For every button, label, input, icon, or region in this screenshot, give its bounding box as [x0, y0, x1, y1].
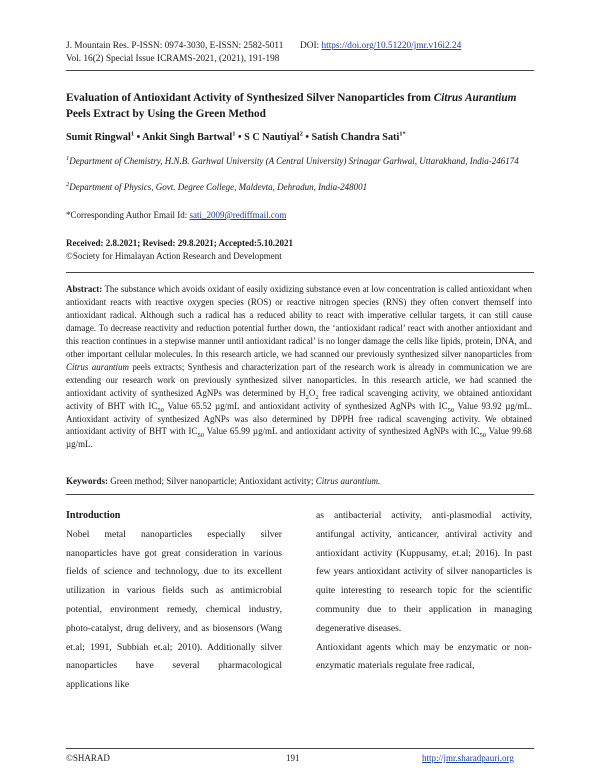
author-3: S C Nautiyal	[244, 132, 300, 143]
corresponding-author: *Corresponding Author Email Id: sati_2009@rediffmail.com	[66, 210, 287, 220]
abstract-top-divider	[66, 272, 534, 273]
journal-website-link[interactable]: http://jmr.sharadpauri.org	[422, 753, 514, 763]
author-1: Sumit Ringwal	[66, 132, 131, 143]
intro-left-text: Nobel metal nanoparticles especially silver nanoparticles have got great consideration in various fields of science and technology, due to its excellent utilization in various fields such as antimicrobial potential, environment remedy, chemical industry, photo-catalyst, drug delivery, and as biosensors (Wang et.al; 1991, Subbiah et.al; 2010). Additionally silver nanoparticles have several pharmacological applications like	[66, 528, 282, 691]
footer-copyright: ©SHARAD	[66, 753, 110, 763]
intro-right-text-2: Antioxidant agents which may be enzymatic or non-enzymatic materials regulate free radical,	[316, 641, 532, 672]
keywords: Keywords: Green method; Silver nanoparticle; Antioxidant activity; Citrus aurantium.	[66, 476, 381, 486]
article-dates: Received: 2.8.2021; Revised: 29.8.2021; Accepted:5.10.2021	[66, 238, 293, 248]
header-divider	[66, 70, 534, 71]
page-number: 191	[286, 753, 300, 763]
copyright-line: ©Society for Himalayan Action Research and Development	[66, 251, 282, 261]
intro-right-text-1: as antibacterial activity, anti-plasmodial activity, antifungal activity, anticancer, antiviral activity and antioxidant activity (Kuppusamy, et.al; 2016). In past few years antioxidant activity of silver nanoparticles is quite interesting to research topic for the scientific community due to their application in managing degenerative diseases.	[316, 510, 532, 634]
author-email-link[interactable]: sati_2009@rediffmail.com	[189, 210, 287, 220]
footer-divider	[66, 748, 534, 749]
journal-header	[66, 40, 461, 53]
journal-line: J. Mountain Res. P-ISSN: 0974-3030, E-ISSN: 2582-5011	[66, 41, 284, 51]
paper-title: Evaluation of Antioxidant Activity of Synthesized Silver Nanoparticles from Citrus Aurantium Peels Extract by Using the Green Method	[66, 92, 517, 120]
keywords-label: Keywords:	[66, 476, 108, 486]
volume-line: Vol. 16(2) Special Issue ICRAMS-2021, (2021), 191-198	[66, 54, 280, 64]
abstract-label: Abstract:	[66, 284, 103, 294]
abstract: Abstract: The substance which avoids oxidant of easily oxidizing substance even at low concentration is called antioxidant when antioxidant reacts with reactive oxygen species (ROS) or reactive nitrogen species (RNS) they often convert themself into antioxidant radical. Although such a radical has a reduced ability to react with imperative cellular targets, it can still cause damage. To decrease reactivity and reduction potential further down, the ‘antioxidant radical’ react with another antioxidant and this reaction continues in a stepwise manner until antioxidant radical’ is no longer damage the cells like lipids, protein, DNA, and other important cellular molecules. In this research article, we had scanned our previously synthesized silver nanoparticles from Citrus aurantium peels extracts; Synthesis and characterization part of the research work is already in communication we are extending our research work on previously synthesized silver nanoparticles. In this research article, we had scanned the antioxidant activity of synthesized AgNPs was determined by $H_2O_2$ free radical scavenging activity, we obtained antioxidant activity of BHT with $IC_{50}$ Value 65.52 µg/mL and antioxidant activity of synthesized AgNPs with $IC_{50}$ Value 93.92 µg/mL. Antioxidant activity of synthesized AgNPs was also determined by DPPH free radical scavenging activity. We obtained antioxidant activity of BHT with $IC_{50}$ Value 65.99 µg/mL and antioxidant activity of synthesized AgNPs with $IC_{50}$ Value 99.68 µg/mL.	[66, 284, 533, 450]
doi-link[interactable]: https://doi.org/10.51220/jmr.v16i2.24	[321, 41, 462, 51]
intro-right-column	[316, 507, 532, 676]
intro-left-column	[66, 507, 282, 695]
author-2: Ankit Singh Bartwal	[142, 132, 233, 143]
keywords-divider	[66, 494, 534, 495]
author-4: Satish Chandra Sati	[311, 132, 400, 143]
doi-label: DOI:	[300, 41, 320, 51]
introduction-heading: Introduction	[66, 510, 121, 521]
affiliation-1: $^1$Department of Chemistry, H.N.B. Garhwal University (A Central University) Srinagar Garhwal, Uttarakhand, India-246174	[66, 155, 519, 166]
affiliation-2: $^2$Department of Physics, Govt. Degree College, Maldevta, Dehradun, India-248001	[66, 181, 368, 192]
author-list: Sumit Ringwal$^1$ • Ankit Singh Bartwal$^1$ • S C Nautiyal$^2$ • Satish Chandra Sati$^{1*}$	[66, 130, 406, 143]
